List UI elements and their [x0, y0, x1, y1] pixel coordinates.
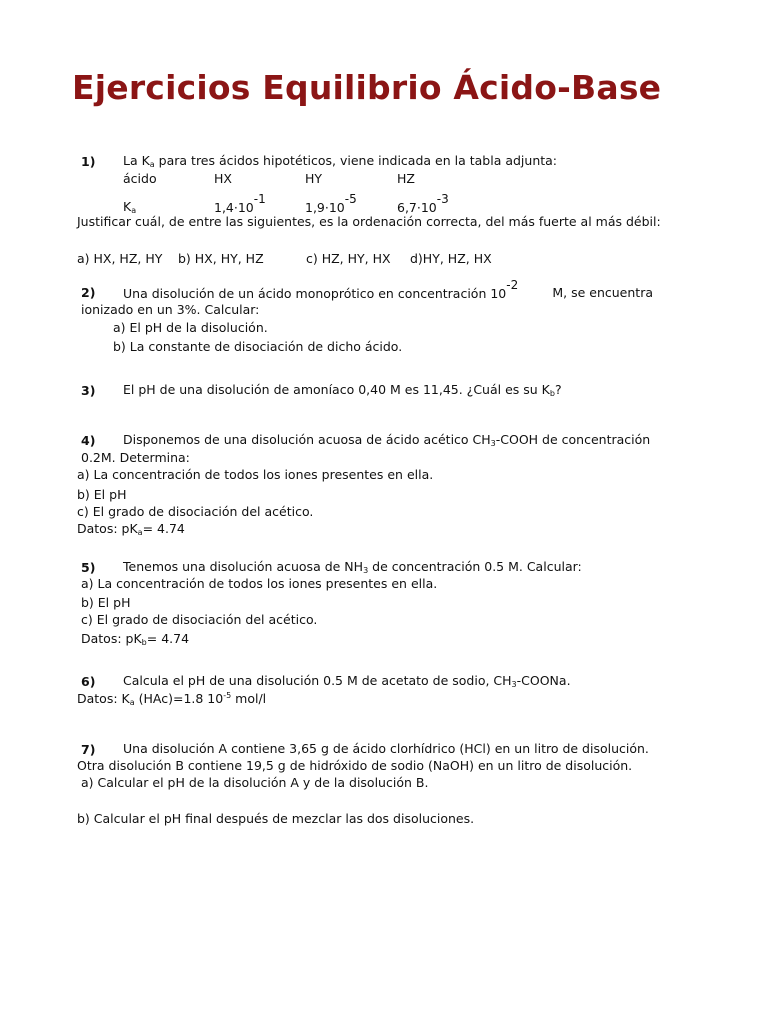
exercise-4-datos: Datos: $pK_a= 4.74$ [77, 521, 185, 537]
table-ka-hy: 1,9·10-5 [305, 192, 357, 215]
exercise-2-part-a: a) El pH de la disolución. [113, 320, 268, 335]
exercise-5-part-c: c) El grado de disociación del acético. [81, 612, 318, 627]
table-ka-hz: 6,7·10-3 [397, 192, 449, 215]
exercise-5-part-b: b) El pH [81, 595, 131, 610]
exercise-4-part-b: b) El pH [77, 487, 127, 502]
exercise-4-line-2: 0.2M. Determina: [81, 450, 190, 465]
exercise-7-part-b: b) Calcular el pH final después de mezclar las dos disoluciones. [77, 811, 475, 826]
exercise-4-number: 4) [81, 433, 96, 448]
exercise-5-part-a: a) La concentración de todos los iones presentes en ella. [81, 576, 438, 591]
exercise-5-datos: Datos: $pK_b= 4.74$ [81, 631, 190, 647]
table-header-acid: ácido [123, 171, 157, 186]
exercise-7-line-2: Otra disolución B contiene 19,5 g de hidróxido de sodio (NaOH) en un litro de disolución. [77, 758, 633, 773]
exercise-6-number: 6) [81, 674, 96, 689]
option-d: d)HY, HZ, HX [410, 251, 492, 266]
exercise-2-number: 2) [81, 285, 96, 300]
table-ka-hx: 1,4·10-1 [214, 192, 266, 215]
exercise-2-line-1: Una disolución de un ácido monoprótico en concentración 10-2 M, se encuentra [123, 278, 653, 301]
exercise-7-part-a: a) Calcular el pH de la disolución A y de la disolución B. [81, 775, 429, 790]
table-header-hz: HZ [397, 171, 415, 186]
exercise-3-number: 3) [81, 383, 96, 398]
option-b: b) HX, HY, HZ [178, 251, 264, 266]
exercise-6-line-1: Calcula el pH de una disolución 0.5 M de acetato de sodio, $CH_3$-COONa. [123, 673, 571, 689]
exercise-1-question: Justificar cuál, de entre las siguientes, es la ordenación correcta, del más fuerte al más débil: [77, 214, 661, 229]
exercise-4-part-a: a) La concentración de todos los iones presentes en ella. [77, 467, 434, 482]
exercise-3-text: El pH de una disolución de amoníaco 0,40 M es 11,45. ¿Cuál es su $K_b$? [123, 382, 562, 398]
exercise-2-line-2: ionizado en un 3%. Calcular: [81, 302, 260, 317]
table-header-hy: HY [305, 171, 323, 186]
option-c: c) HZ, HY, HX [306, 251, 391, 266]
exercise-1-number: 1) [81, 154, 96, 169]
exercise-5-number: 5) [81, 560, 96, 575]
exercise-4-part-c: c) El grado de disociación del acético. [77, 504, 314, 519]
table-ka-label: $K_a$ [123, 199, 137, 215]
option-a: a) HX, HZ, HY [77, 251, 163, 266]
exercise-7-number: 7) [81, 742, 96, 757]
exercise-6-datos: Datos: $K_a$ (HAc)=1.8 $10^{-5}$ mol/l [77, 691, 267, 707]
exercise-1-intro: La $K_a$ para tres ácidos hipotéticos, viene indicada en la tabla adjunta: [123, 153, 558, 169]
exercise-7-line-1: Una disolución A contiene 3,65 g de ácido clorhídrico (HCl) en un litro de disolución. [123, 741, 649, 756]
exercise-4-line-1: Disponemos de una disolución acuosa de ácido acético $CH_3$-COOH de concentración [123, 432, 651, 448]
exercise-2-part-b: b) La constante de disociación de dicho ácido. [113, 339, 403, 354]
exercise-5-line-1: Tenemos una disolución acuosa de $NH_3$ de concentración 0.5 M. Calcular: [123, 559, 582, 575]
page-title: Ejercicios Equilibrio Ácido-Base [72, 68, 662, 107]
table-header-hx: HX [214, 171, 232, 186]
